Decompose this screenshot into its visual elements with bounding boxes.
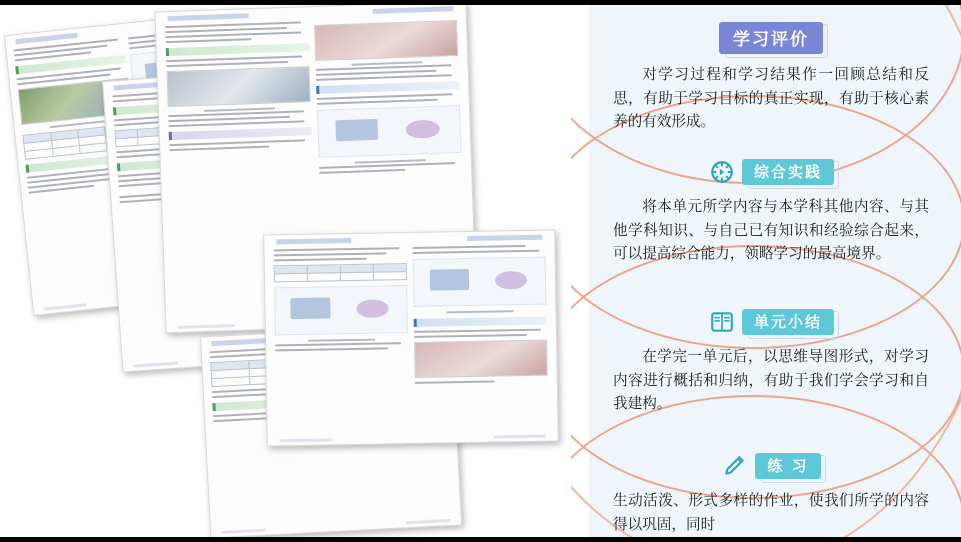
section-unit-summary [613,308,929,416]
section-title-row [613,452,929,480]
section-title-row [613,22,929,54]
section-title-row [613,158,929,186]
pencil-icon [721,452,749,480]
letterbox-bottom [0,537,961,542]
section-evaluation [613,22,929,134]
section-title-row [613,308,929,336]
gear-hand-icon [708,158,736,186]
section-title-badge: 综合实践 [742,159,834,185]
section-title-badge: 练 习 [755,453,820,479]
letterbox-top [0,0,961,5]
section-body-text: 生动活泼、形式多样的作业，使我们所学的内容得以巩固，同时 [613,492,929,533]
book-icon [708,308,736,336]
section-title-badge: 单元小结 [742,309,834,335]
section-exercises [613,452,929,536]
section-body-text: 对学习过程和学习结果作一回顾总结和反思，有助于学习目标的真正实现，有助于核心素养的有效形成。 [613,66,929,131]
textbook-page-spread[interactable] [263,229,559,446]
section-body-text: 将本单元所学内容与本学科其他内容、与其他学科知识、与自己已有知识和经验综合起来，可以提高综合能力，领略学习的最高境界。 [613,198,929,263]
section-body-text: 在学完一单元后，以思维导图形式，对学习内容进行概括和归纳，有助于我们学会学习和自我建构。 [613,348,929,413]
learning-evaluation-panel [571,0,961,542]
section-comprehensive-practice [613,158,929,266]
section-title-badge: 学习评价 [719,22,823,54]
